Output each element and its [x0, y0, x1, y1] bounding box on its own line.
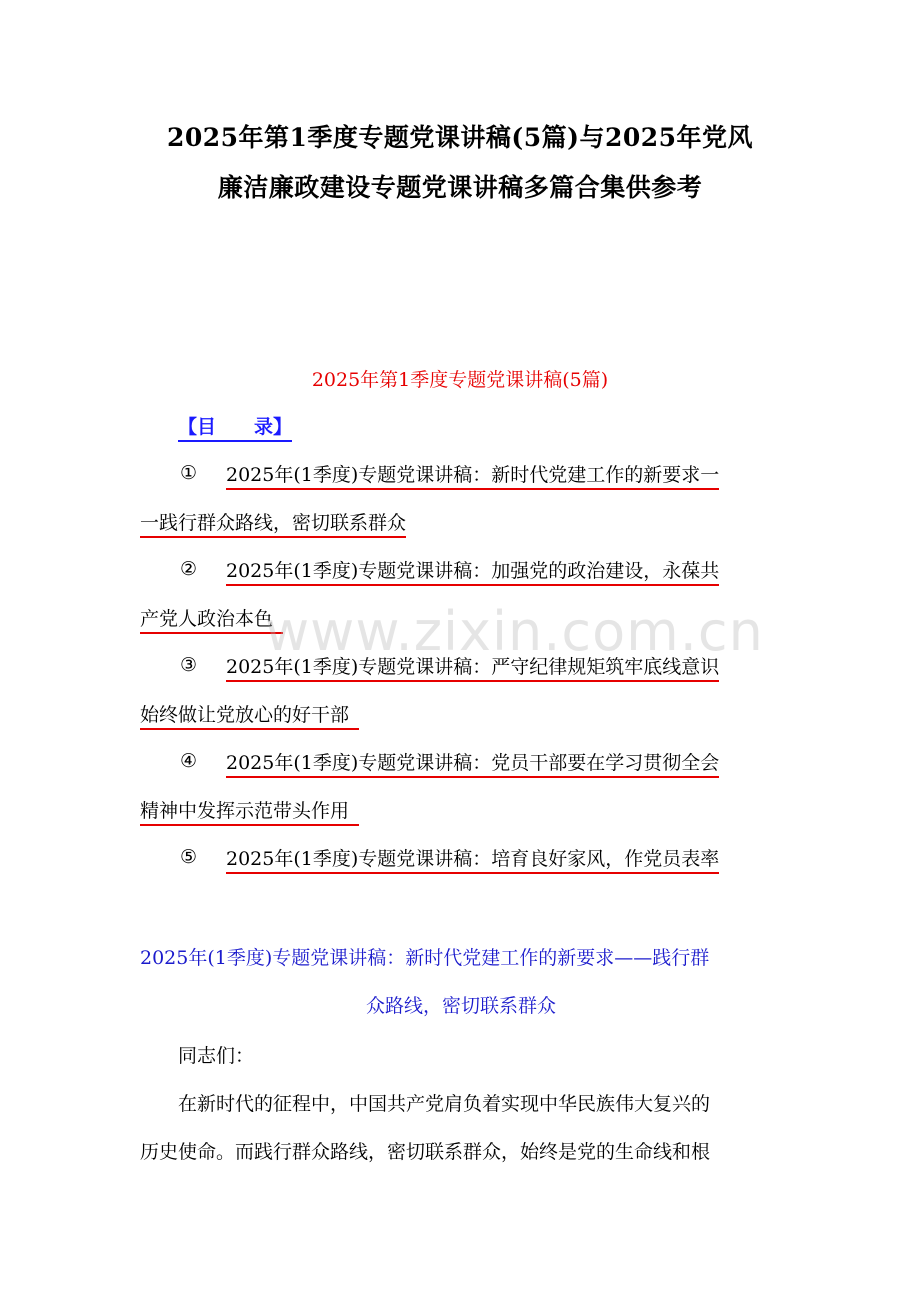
article-greeting: 同志们：	[178, 1045, 255, 1067]
toc-number: ⑤	[180, 846, 198, 868]
toc-link-line-2[interactable]: 一践行群众路线，密切联系群众	[140, 510, 406, 538]
article-title-line-1: 2025年(1季度)专题党课讲稿：新时代党建工作的新要求——践行群	[140, 947, 710, 969]
toc-link-line-2[interactable]: 精神中发挥示范带头作用	[140, 798, 359, 826]
toc-number: ④	[180, 750, 198, 772]
toc-link-line-1[interactable]: 2025年(1季度)专题党课讲稿：培育良好家风，作党员表率	[226, 846, 719, 874]
toc-link-line-2[interactable]: 始终做让党放心的好干部	[140, 702, 359, 730]
toc-link-line-1[interactable]: 2025年(1季度)专题党课讲稿：党员干部要在学习贯彻全会	[226, 750, 719, 778]
article-title-line-2: 众路线，密切联系群众	[365, 995, 556, 1017]
document-title-line-1: 2025年第1季度专题党课讲稿(5篇)与2025年党风	[166, 123, 754, 152]
toc-heading[interactable]: 【目 录】	[178, 412, 292, 442]
toc-link-line-1[interactable]: 2025年(1季度)专题党课讲稿：新时代党建工作的新要求一	[226, 462, 719, 490]
article-paragraph-line-1: 在新时代的征程中，中国共产党肩负着实现中华民族伟大复兴的	[178, 1093, 711, 1115]
document-title-line-2: 廉洁廉政建设专题党课讲稿多篇合集供参考	[217, 173, 703, 202]
toc-link-line-1[interactable]: 2025年(1季度)专题党课讲稿：加强党的政治建设，永葆共	[226, 558, 719, 586]
section-heading: 2025年第1季度专题党课讲稿(5篇)	[311, 369, 609, 391]
toc-number: ②	[180, 558, 198, 580]
toc-number: ①	[180, 462, 198, 484]
toc-link-line-2[interactable]: 产党人政治本色	[140, 606, 283, 634]
article-paragraph-line-2: 历史使命。而践行群众路线，密切联系群众，始终是党的生命线和根	[140, 1141, 711, 1163]
watermark-text: www.zixin.com.cn	[265, 600, 764, 663]
toc-number: ③	[180, 654, 198, 676]
toc-link-line-1[interactable]: 2025年(1季度)专题党课讲稿：严守纪律规矩筑牢底线意识	[226, 654, 719, 682]
